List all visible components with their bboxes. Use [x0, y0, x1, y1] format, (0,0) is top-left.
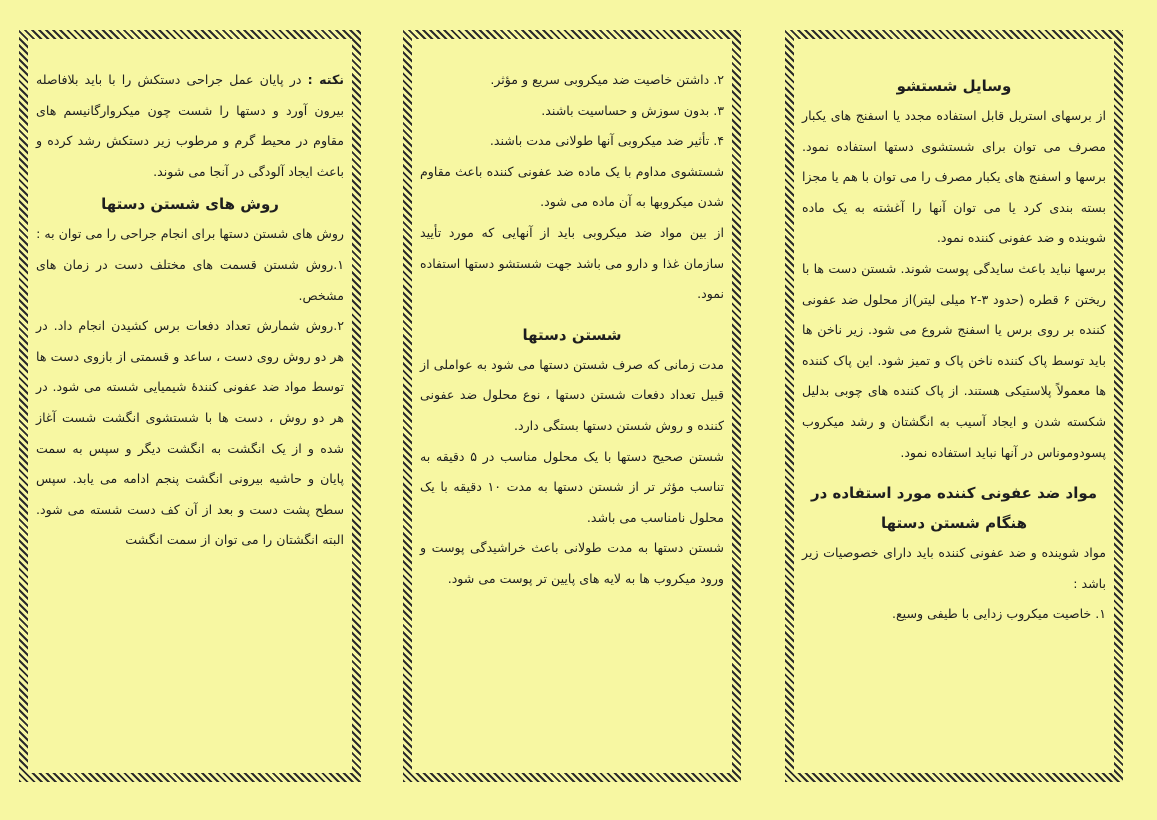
right-panel	[785, 30, 1123, 782]
heading-washing-tools: وسایل شستشو	[896, 77, 1012, 95]
middle-panel-content	[420, 65, 724, 765]
heading-disinfectants: مواد ضد عفونی کننده مورد استفاده در هنگام شستن دستها	[810, 484, 1098, 533]
left-panel-content	[36, 65, 344, 765]
list-item: ۱.روش شستن قسمت های مختلف دست در زمان های مشخص.	[36, 256, 344, 303]
paragraph: شستن صحیح دستها با یک محلول مناسب در ۵ دقیقه به تناسب مؤثر تر از شستن دستها به مدت ۱۰ دقیقه با یک محلول نامناسب می باشد.	[420, 448, 724, 525]
list-item: ۳. بدون سوزش و حساسیت باشند.	[541, 102, 724, 118]
list-item: ۲. داشتن خاصیت ضد میکروبی سریع و مؤثر.	[490, 72, 724, 87]
middle-panel	[403, 30, 741, 782]
paragraph: از بین مواد ضد میکروبی باید از آنهایی که مورد تأیید سازمان غذا و دارو می باشد جهت شستشو دستها استفاده نمود.	[420, 224, 724, 302]
list-item: ۲.روش شمارش تعداد دفعات برس کشیدن انجام داد. در هر دو روش روی دست ، ساعد و قسمتی از بازوی دست ها توسط مواد ضد عفونی کنندهٔ شیمیایی شسته می شود. در هر دو روش ، دست ها با شستشوی انگشت شست آغاز شده و از یک انگشت به انگشت دیگر و سپس به سمت پایان و حاشیه بیرونی انگشت پنجم ادامه می یابد. سپس سطح پشت دست و بعد از آن کف دست شسته می شود. البته انگشتان را می توان از سمت انگشت	[36, 318, 344, 548]
list-item: ۱. خاصیت میکروب زدایی با طیفی وسیع.	[891, 606, 1106, 622]
heading-washing-methods: روش های شستن دستها	[101, 195, 279, 214]
paragraph: شستن دستها به مدت طولانی باعث خراشیدگی پوست و ورود میکروب ها به لایه های پایین تر پوست می شود.	[420, 540, 724, 586]
left-panel	[19, 30, 361, 782]
list-item: ۴. تأثیر ضد میکروبی آنها طولانی مدت باشند.	[489, 133, 724, 149]
paragraph: شستشوی مداوم با یک ماده ضد عفونی کننده باعث مقاوم شدن میکروبها به آن ماده می شود.	[420, 163, 724, 210]
paragraph: روش های شستن دستها برای انجام جراحی را می توان به :	[36, 226, 344, 242]
note-paragraph	[36, 65, 344, 187]
paragraph: از برسهای استریل قابل استفاده مجدد یا اسفنج های یکبار مصرف می توان برای شستشوی دستها استفاده نمود. برسها و اسفنج های یکبار مصرف را می توان با هم یا مجزا بسته بندی کرد یا می توان آنها را آغشته به یک ماده شوینده و ضد عفونی کننده نمود.	[802, 108, 1106, 246]
note-text: در پایان عمل جراحی دستکش را با باید بلافاصله بیرون آورد و دستها را شست چون میکروارگانیسم های مقاوم در محیط گرم و مرطوب زیر دستکش رشد کرده و باعث ایجاد آلودگی در آنجا می شوند.	[36, 72, 344, 179]
right-panel-content	[802, 69, 1106, 765]
paragraph: مواد شوینده و ضد عفونی کننده باید دارای خصوصیات زیر باشد :	[802, 545, 1106, 591]
paragraph: برسها نباید باعث سایدگی پوست شوند. شستن دست ها با ریختن ۶ قطره (حدود ۳-۲ میلی لیتر)از محلول ضد عفونی کننده بر روی برس یا اسفنج شروع می شود. زیر ناخن ها باید توسط پاک کننده ناخن پاک و تمیز شود. این پاک کننده ها معمولاً پلاستیکی هستند. از پاک کننده های چوبی بدلیل شکسته شدن و ایجاد آسیب به انگشتان و رشد میکروب پسودوموناس در آنها نباید استفاده نمود.	[802, 260, 1106, 460]
paragraph: مدت زمانی که صرف شستن دستها می شود به عواملی از قبیل تعداد دفعات شستن دستها ، نوع محلول ضد عفونی کننده و روش شستن دستها بستگی دارد.	[420, 356, 724, 433]
heading-hand-washing: شستن دستها	[522, 325, 622, 344]
note-label: نکته :	[307, 72, 344, 87]
